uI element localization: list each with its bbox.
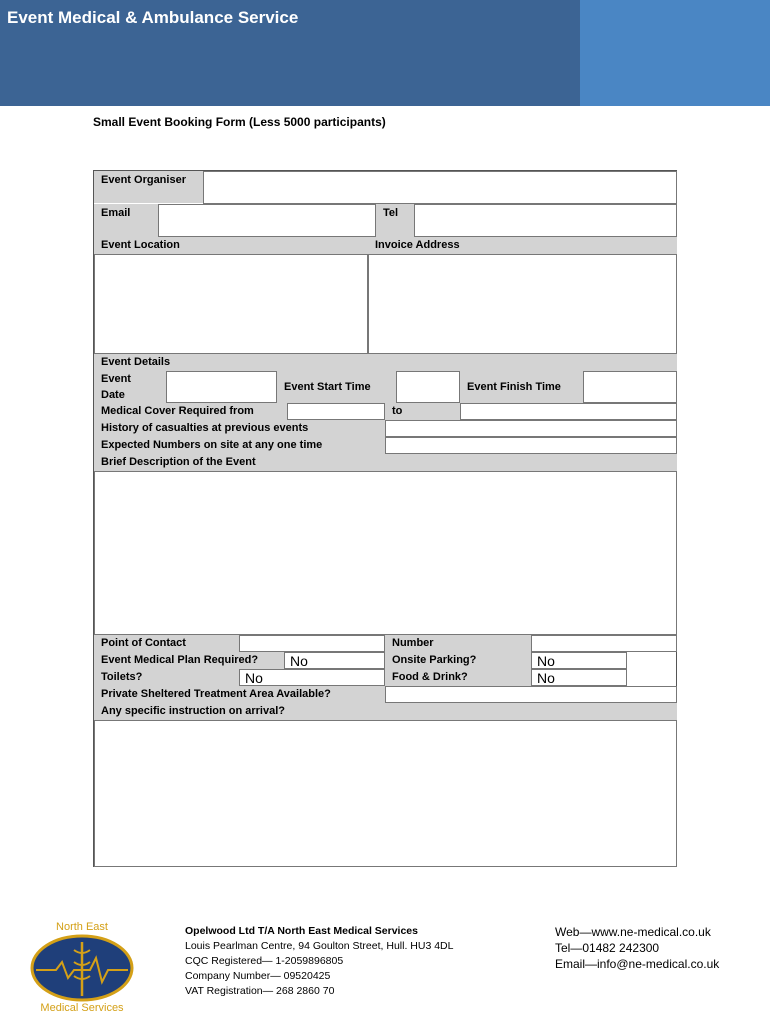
event-organiser-field[interactable] <box>203 171 677 204</box>
onsite-parking-select[interactable]: No <box>531 652 627 669</box>
specific-instruction-field[interactable] <box>94 720 677 867</box>
footer-company-number: Company Number— 09520425 <box>185 970 331 982</box>
invoice-address-label: Invoice Address <box>368 237 677 254</box>
toilets-select[interactable]: No <box>239 669 385 686</box>
expected-numbers-field[interactable] <box>385 437 677 454</box>
footer-cqc: CQC Registered— 1-2059896805 <box>185 955 344 967</box>
food-drink-select[interactable]: No <box>531 669 627 686</box>
medical-cover-to-field[interactable] <box>460 403 677 420</box>
footer-email[interactable]: Email—info@ne-medical.co.uk <box>555 957 720 971</box>
expected-numbers-label: Expected Numbers on site at any one time <box>94 437 385 454</box>
specific-instruction-label: Any specific instruction on arrival? <box>94 703 677 720</box>
footer-company-info <box>185 924 453 999</box>
event-date-label-line1: Event <box>101 373 131 385</box>
event-location-field[interactable] <box>94 254 368 354</box>
event-start-time-field[interactable] <box>396 371 460 403</box>
event-start-time-label: Event Start Time <box>277 371 396 403</box>
toilets-label: Toilets? <box>94 669 239 686</box>
event-organiser-label: Event Organiser <box>94 171 203 203</box>
invoice-address-field[interactable] <box>368 254 677 354</box>
email-field[interactable] <box>158 204 376 237</box>
north-east-medical-logo <box>26 918 138 1014</box>
event-finish-time-field[interactable] <box>583 371 677 403</box>
event-date-field[interactable] <box>166 371 277 403</box>
history-casualties-label: History of casualties at previous events <box>94 420 385 437</box>
number-label: Number <box>385 635 531 652</box>
brief-description-label: Brief Description of the Event <box>94 454 677 471</box>
history-casualties-field[interactable] <box>385 420 677 437</box>
footer-address: Louis Pearlman Centre, 94 Goulton Street, Hull. HU3 4DL <box>185 940 454 952</box>
event-location-label: Event Location <box>94 237 368 254</box>
logo-text-bottom: Medical Services <box>40 1002 124 1014</box>
header-band-accent <box>580 0 770 106</box>
point-of-contact-label: Point of Contact <box>94 635 239 652</box>
booking-form <box>93 170 677 867</box>
medical-cover-from-label: Medical Cover Required from <box>94 403 287 420</box>
point-of-contact-field[interactable] <box>239 635 385 652</box>
form-title: Small Event Booking Form (Less 5000 participants) <box>93 115 386 129</box>
event-medical-plan-label: Event Medical Plan Required? <box>94 652 284 669</box>
event-details-label: Event Details <box>94 354 677 371</box>
event-medical-plan-select[interactable]: No <box>284 652 385 669</box>
medical-cover-from-field[interactable] <box>287 403 385 420</box>
event-date-label <box>94 371 166 403</box>
logo-text-top: North East <box>56 921 108 933</box>
footer-contact <box>555 924 719 972</box>
onsite-parking-label: Onsite Parking? <box>385 652 531 669</box>
private-sheltered-label: Private Sheltered Treatment Area Available? <box>94 686 385 703</box>
food-drink-label: Food & Drink? <box>385 669 531 686</box>
private-sheltered-field[interactable] <box>385 686 677 703</box>
event-finish-time-label: Event Finish Time <box>460 371 583 403</box>
medical-cover-to-label: to <box>385 403 460 420</box>
number-field[interactable] <box>531 635 677 652</box>
event-date-label-line2: Date <box>101 389 125 401</box>
header-title: Event Medical & Ambulance Service <box>7 8 299 27</box>
footer-vat: VAT Registration— 268 2860 70 <box>185 985 335 997</box>
footer-tel: Tel—01482 242300 <box>555 941 660 955</box>
tel-field[interactable] <box>414 204 677 237</box>
footer-web[interactable]: Web—www.ne-medical.co.uk <box>555 925 711 939</box>
email-label: Email <box>94 204 158 237</box>
footer-company-name: Opelwood Ltd T/A North East Medical Services <box>185 925 418 937</box>
brief-description-field[interactable] <box>94 471 677 635</box>
tel-label: Tel <box>376 204 414 237</box>
